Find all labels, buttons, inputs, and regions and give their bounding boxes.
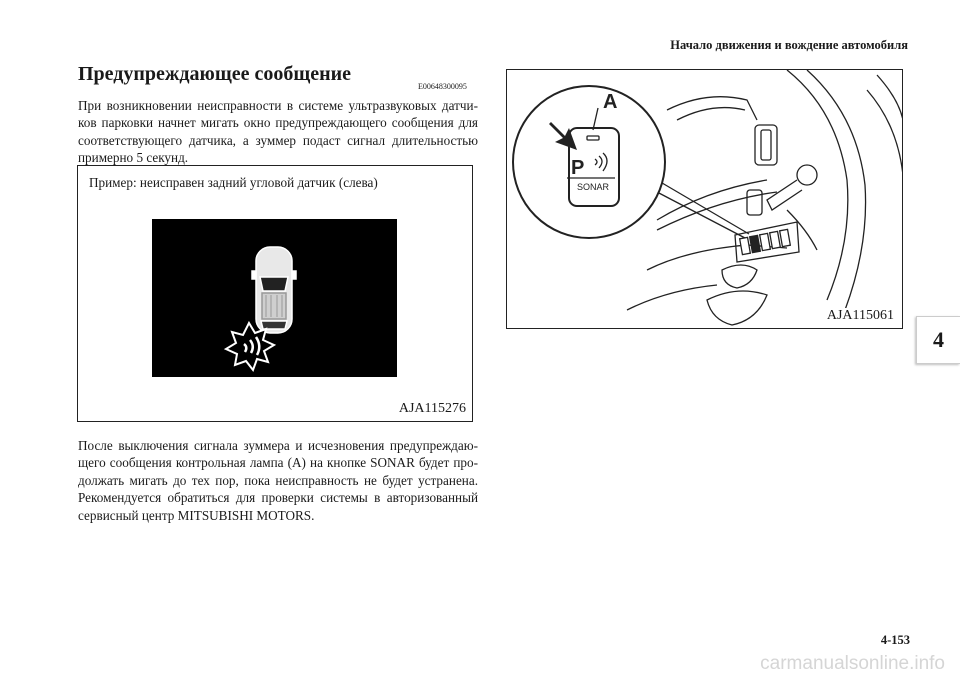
running-header: Начало движения и вождение автомобиля [670,38,908,52]
car-top-view-icon [152,219,397,377]
display-screen [152,219,397,377]
page-number: 4-153 [880,633,910,647]
watermark: carmanualsonline.info [760,653,945,674]
section-code: E00648300095 [418,82,467,91]
dashboard-illustration [507,70,903,329]
figure-warning-display [77,165,473,422]
section-title: Предупреждающее сообщение [78,63,352,85]
figure-code: AJA115061 [826,308,894,323]
label-a: A [603,91,618,113]
figure-code: AJA115276 [398,401,466,416]
figure-sonar-button [506,69,903,329]
figure-caption: Пример: неисправен задний угловой датчик (слева) [89,175,378,190]
chapter-tab: 4 [916,316,960,364]
paragraph-intro: При возникновении неисправности в системе ультразвуковых датчи-ков парковки начнет мигать окно предупреждающего сообщения для соответствующего датчика, а зуммер подаст сигнал длительностью примерно 5 секунд. [78,98,478,166]
button-cluster [735,222,799,262]
button-label: SONAR [577,182,610,192]
button-letter: P [571,157,585,179]
paragraph-sonar: После выключения сигнала зуммера и исчезновения предупреждаю-щего сообщения контрольная лампа (A) на кнопке SONAR будет про-должать мигать до тех пор, пока неисправность не будет устранена. Рекомендуется обратиться для проверки системы в авторизованный сервисный центр MITSUBISHI MOTORS. [78,438,478,523]
